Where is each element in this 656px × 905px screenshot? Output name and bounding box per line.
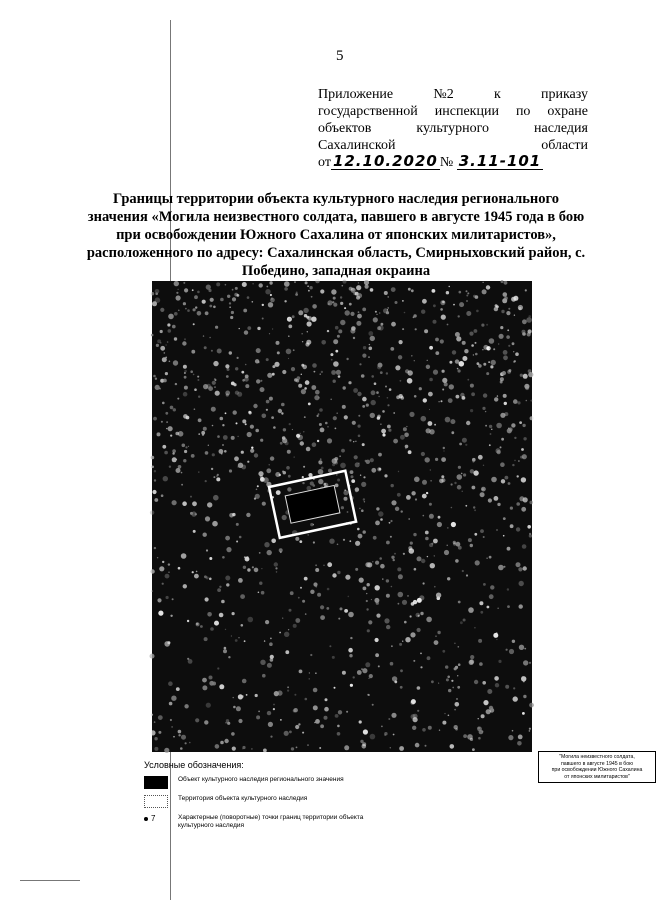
scan-artifact-line (20, 880, 80, 881)
legend-point-marker: 7 (144, 814, 168, 823)
page-number: 5 (336, 48, 344, 64)
appendix-line-2: государственной инспекции по охране (318, 104, 588, 119)
map-callout: "Могила неизвестного солдата, павшего в августе 1945 в бою при освобождении Южного Сахалина от японских милитаристов" (538, 751, 656, 783)
appendix-line-1: Приложение №2 к приказу (318, 87, 588, 102)
document-title: Границы территории объекта культурного наследия регионального значения «Могила неизвестного солдата, павшего в августе 1945 года в бою при освобождении Южного Сахалина от японских милитаристов», расположенного по адресу: Сахалинская область, Смирныховский район, с. Победино, западная окраина (86, 191, 586, 279)
map-legend (144, 760, 368, 836)
legend-swatch-object (144, 776, 168, 789)
heritage-object-area (285, 485, 340, 523)
handwritten-date: 12.10.2020 (332, 152, 438, 170)
appendix-line-5: от 12.10.2020 № 3.11-101 (318, 152, 542, 170)
appendix-header (318, 86, 588, 171)
handwritten-number: 3.11-101 (458, 152, 542, 170)
legend-item-territory: Территория объекта культурного наследия (144, 795, 368, 808)
point-dot-icon (144, 817, 148, 821)
appendix-line-3: объектов культурного наследия (318, 121, 588, 136)
legend-item-points: 7 Характерные (поворотные) точки границ территории объекта культурного наследия (144, 814, 368, 830)
aerial-map-image (152, 281, 532, 752)
legend-item-object: Объект культурного наследия регионального значения (144, 776, 368, 789)
appendix-line-4: Сахалинской области (318, 138, 588, 153)
legend-swatch-territory (144, 795, 168, 808)
legend-title: Условные обозначения: (144, 760, 244, 770)
